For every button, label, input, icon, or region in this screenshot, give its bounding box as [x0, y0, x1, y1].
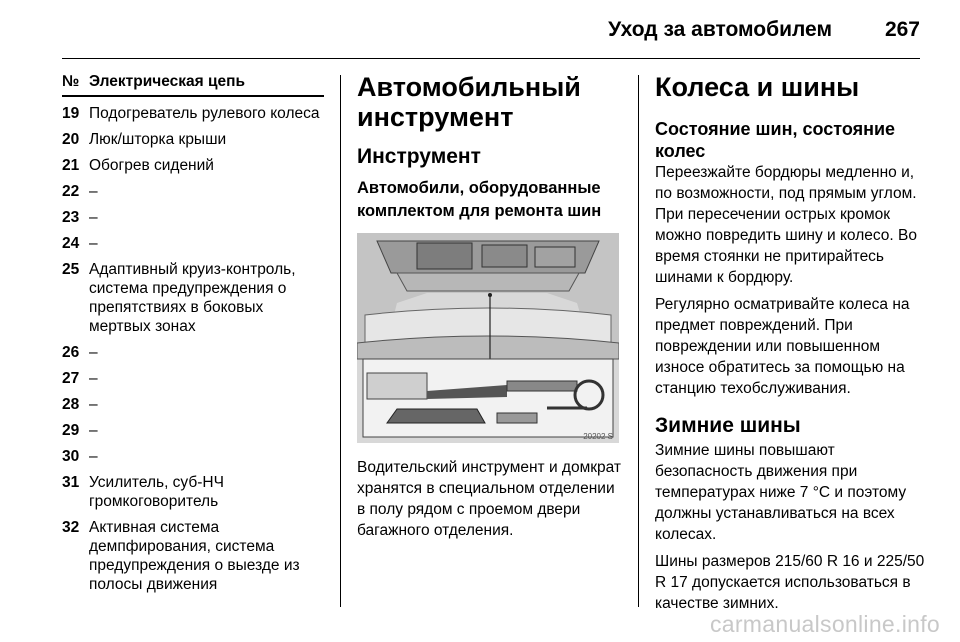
- page-header: [62, 0, 920, 59]
- tools-subheading: Инструмент: [357, 145, 481, 168]
- tools-section: [357, 72, 622, 547]
- table-row: [62, 518, 324, 594]
- fuse-table-body: [62, 104, 324, 594]
- fuse-circuit: –: [89, 209, 98, 226]
- tire-condition-paragraph-1: Переезжайте бордюры медленно и, по возможности, под прямым углом. При пересечении острых кромок можно повредить шину и колесо. Во время стоянки не притирайтесь шинами к бордюру.: [655, 164, 917, 286]
- fuse-circuit: –: [89, 422, 98, 439]
- fuse-number: 26: [62, 344, 80, 361]
- fuse-circuit: –: [89, 183, 98, 200]
- wheels-heading: Колеса и шины: [655, 72, 860, 102]
- tool-kit-illustration: [357, 233, 619, 443]
- page-number: 267: [884, 18, 920, 41]
- watermark: carmanualsonline.info: [709, 611, 940, 637]
- table-row: [62, 343, 324, 362]
- tire-condition-heading: Состояние шин, состояние колес: [655, 119, 896, 161]
- fuse-table-header: [62, 72, 324, 97]
- fuse-number: 21: [62, 157, 80, 174]
- fuse-circuit: –: [89, 344, 98, 361]
- winter-tires-paragraph-1: Зимние шины повышают безопасность движения при температурах ниже 7 °C и поэтому должны устанавливаться на всех колесах.: [655, 442, 907, 543]
- fuse-number: 31: [62, 474, 80, 491]
- table-row: [62, 130, 324, 149]
- fuse-number: 24: [62, 235, 80, 252]
- fuse-table: [62, 72, 324, 601]
- wheels-section: [655, 72, 925, 620]
- fuse-circuit: Активная система демпфирования, система предупреждения о выезде из полосы движения: [89, 519, 300, 593]
- table-row: [62, 234, 324, 253]
- fuse-number: 29: [62, 422, 80, 439]
- winter-tires-paragraph-2: Шины размеров 215/60 R 16 и 225/50 R 17 допускается использоваться в качестве зимних.: [655, 553, 925, 612]
- tools-heading: Автомобильный инструмент: [357, 72, 581, 132]
- table-row: [62, 447, 324, 466]
- table-row: [62, 421, 324, 440]
- fuse-number: 20: [62, 131, 80, 148]
- fuse-number: 23: [62, 209, 80, 226]
- table-row: [62, 182, 324, 201]
- col-num-header: №: [62, 73, 80, 90]
- fuse-circuit: –: [89, 370, 98, 387]
- fuse-number: 22: [62, 183, 80, 200]
- table-row: [62, 208, 324, 227]
- winter-tires-heading: Зимние шины: [655, 414, 801, 437]
- fuse-number: 19: [62, 105, 80, 122]
- table-row: [62, 395, 324, 414]
- col-circuit-header: Электрическая цепь: [89, 73, 246, 90]
- fuse-circuit: Подогреватель рулевого колеса: [89, 105, 320, 122]
- fuse-circuit: –: [89, 448, 98, 465]
- fuse-number: 32: [62, 519, 80, 536]
- fuse-number: 25: [62, 261, 80, 278]
- table-row: [62, 104, 324, 123]
- tools-subsubheading: Автомобили, оборудованные комплектом для ремонта шин: [357, 179, 602, 220]
- table-row: [62, 473, 324, 511]
- fuse-circuit: –: [89, 396, 98, 413]
- fuse-number: 27: [62, 370, 80, 387]
- page-title: Уход за автомобилем: [608, 18, 832, 41]
- column-divider: [340, 75, 341, 607]
- table-row: [62, 369, 324, 388]
- fuse-circuit: Усилитель, суб-НЧ громкоговоритель: [89, 474, 224, 510]
- fuse-number: 30: [62, 448, 80, 465]
- fuse-circuit: Адаптивный круиз-контроль, система предупреждения о препятствиях в боковых мертвых зонах: [89, 261, 296, 335]
- column-divider: [638, 75, 639, 607]
- table-row: [62, 260, 324, 336]
- fuse-circuit: Обогрев сидений: [89, 157, 214, 174]
- tire-condition-paragraph-2: Регулярно осматривайте колеса на предмет повреждений. При повреждении или повышенном износе обратитесь за помощью на станцию техобслуживания.: [655, 296, 910, 397]
- figure-code: 20202 S: [583, 432, 613, 441]
- table-row: [62, 156, 324, 175]
- fuse-number: 28: [62, 396, 80, 413]
- tools-caption: Водительский инструмент и домкрат хранятся в специальном отделении в полу рядом с проемом двери багажного отделения.: [357, 459, 622, 539]
- fuse-circuit: Люк/шторка крыши: [89, 131, 227, 148]
- fuse-circuit: –: [89, 235, 98, 252]
